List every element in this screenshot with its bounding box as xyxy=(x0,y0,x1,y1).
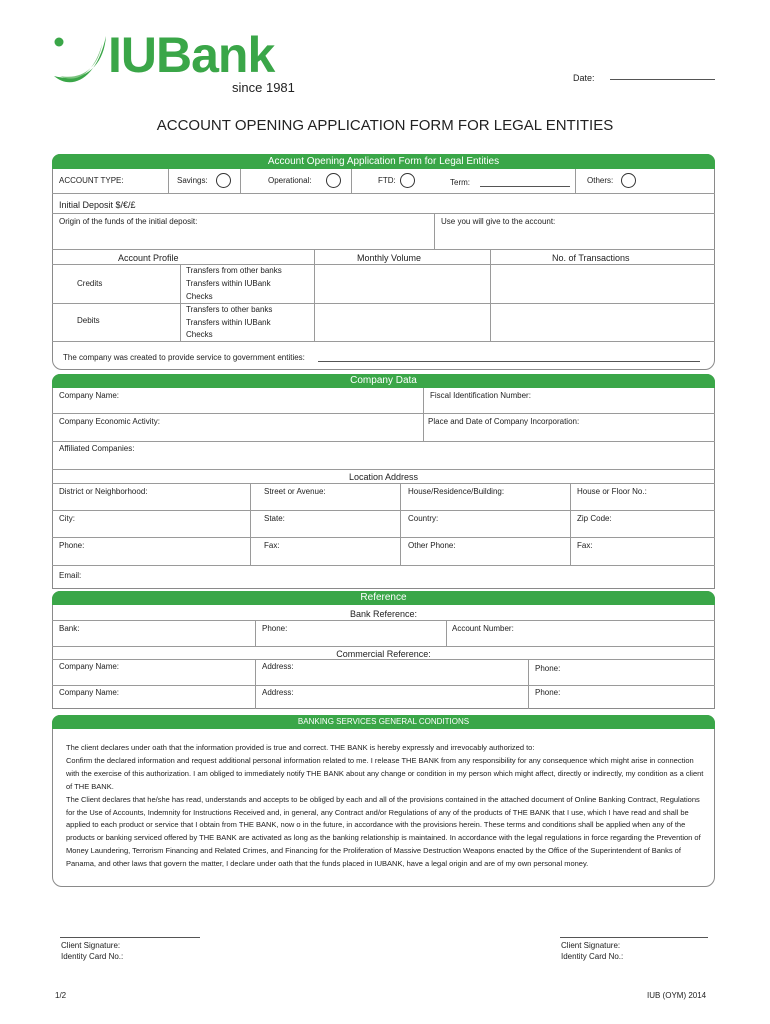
account-profile-header: Account Profile xyxy=(118,253,179,263)
operational-checkbox[interactable] xyxy=(326,173,341,188)
commercial-address-label: Address: xyxy=(262,662,294,671)
fax2-label: Fax: xyxy=(577,541,593,550)
street-label: Street or Avenue: xyxy=(264,487,326,496)
logo-text: IUBank xyxy=(108,27,275,83)
form-code: IUB (OYM) 2014 xyxy=(647,991,707,1000)
initial-deposit-label: Initial Deposit $/€/£ xyxy=(59,200,136,210)
credits-label: Credits xyxy=(77,279,103,288)
ftd-checkbox[interactable] xyxy=(400,173,415,188)
savings-label: Savings: xyxy=(177,176,208,185)
conditions-paragraph: The client declares under oath that the information provided is true and correct. THE BANK is hereby expressly and irrevocably authorized to: xyxy=(66,743,535,752)
commercial-company-label: Company Name: xyxy=(59,688,120,697)
account-type-label: ACCOUNT TYPE: xyxy=(59,176,124,185)
district-label: District or Neighborhood: xyxy=(59,487,148,496)
conditions-text xyxy=(66,742,706,871)
credit-item: Transfers within IUBank xyxy=(186,279,271,288)
page-number: 1/2 xyxy=(55,991,67,1000)
commercial-address-label: Address: xyxy=(262,688,294,697)
left-signature-label: Client Signature: xyxy=(61,941,121,950)
left-signature-line[interactable] xyxy=(60,937,200,938)
savings-checkbox[interactable] xyxy=(216,173,231,188)
credit-item: Transfers from other banks xyxy=(186,266,282,275)
monthly-volume-header: Monthly Volume xyxy=(357,253,422,263)
floor-label: House or Floor No.: xyxy=(577,487,647,496)
email-label: Email: xyxy=(59,571,82,580)
reference-title: Reference xyxy=(52,591,715,605)
debits-label: Debits xyxy=(77,316,100,325)
term-field[interactable] xyxy=(480,186,570,187)
city-label: City: xyxy=(59,514,75,523)
term-label: Term: xyxy=(450,178,470,187)
state-label: State: xyxy=(264,514,285,523)
incorporation-label: Place and Date of Company Incorporation: xyxy=(428,417,580,426)
logo xyxy=(50,27,295,96)
phone-label: Phone: xyxy=(59,541,85,550)
company-data-title: Company Data xyxy=(52,374,715,388)
account-number-label: Account Number: xyxy=(452,624,514,633)
origin-funds-label: Origin of the funds of the initial deposit: xyxy=(59,217,198,226)
debit-item: Transfers to other banks xyxy=(186,305,273,314)
debit-item: Transfers within IUBank xyxy=(186,318,271,327)
location-address-title: Location Address xyxy=(348,472,419,482)
company-name-label: Company Name: xyxy=(59,391,120,400)
commercial-reference-title: Commercial Reference: xyxy=(336,649,431,659)
left-id-label: Identity Card No.: xyxy=(61,952,124,961)
right-id-label: Identity Card No.: xyxy=(561,952,624,961)
conditions-title: BANKING SERVICES GENERAL CONDITIONS xyxy=(52,715,715,729)
bank-reference-title: Bank Reference: xyxy=(349,609,418,619)
government-entities-field[interactable] xyxy=(318,361,700,362)
right-signature-label: Client Signature: xyxy=(561,941,621,950)
transactions-header: No. of Transactions xyxy=(552,253,630,263)
fax-label: Fax: xyxy=(264,541,280,550)
country-label: Country: xyxy=(408,514,439,523)
conditions-paragraph: The Client declares that he/she has read, understands and accepts to be obliged by each and all of the provisions contained in the attached document of Online Banking Contract, Regulations for the Use of Accounts, Indemnity for Instructions Received and, in general, any Contract and/or Regulations of any of the products of THE BANK that I use, which I have read and shall be applied to each product or service that I obtain from THE BANK, now o in the future, in accordance with the provisions herein. These terms and conditions shall be applied when any of the products or banking serviced offered by THE BANK are activated as long as the banking relationship is maintained. In accordance with the legal regulations in force regarding the Prevention of Money Laundering, Terrorism Financing and Related Crimes, and Financing for the Proliferation of Massive Destruction Weapons enacted by the Office of the Superintendent of Banks of Panama, and other laws that govern the matter, I declare under oath that the funds placed in IUBANK, have a legal origin and are of my own personal money. xyxy=(66,794,701,869)
logo-swoosh-icon xyxy=(50,32,110,88)
account-use-label: Use you will give to the account: xyxy=(441,217,556,226)
fiscal-id-label: Fiscal Identification Number: xyxy=(430,391,531,400)
commercial-phone-label: Phone: xyxy=(535,664,561,673)
commercial-phone-label: Phone: xyxy=(535,688,561,697)
others-checkbox[interactable] xyxy=(621,173,636,188)
house-label: House/Residence/Building: xyxy=(408,487,505,496)
debit-item: Checks xyxy=(186,330,213,339)
operational-label: Operational: xyxy=(268,176,312,185)
bank-label: Bank: xyxy=(59,624,80,633)
government-entities-label: The company was created to provide service to government entities: xyxy=(63,353,305,362)
affiliated-companies-label: Affiliated Companies: xyxy=(59,444,135,453)
logo-since: since 1981 xyxy=(232,80,295,95)
other-phone-label: Other Phone: xyxy=(408,541,456,550)
ftd-label: FTD: xyxy=(378,176,396,185)
section-account-opening-title: Account Opening Application Form for Legal Entities xyxy=(52,154,715,169)
economic-activity-label: Company Economic Activity: xyxy=(59,417,160,426)
date-field[interactable] xyxy=(610,79,715,80)
commercial-company-label: Company Name: xyxy=(59,662,120,671)
conditions-paragraph: Confirm the declared information and request additional personal information related to me. I release THE BANK from any responsibility for any consequence which might arise in connection with the exercise of this authorization. I am obliged to immediately notify THE BANK about any change or condition in my person which might affect, directly or indirectly, my condition as a client of THE BANK. xyxy=(66,755,704,791)
date-label: Date: xyxy=(573,73,595,83)
credit-item: Checks xyxy=(186,292,213,301)
right-signature-line[interactable] xyxy=(560,937,708,938)
zip-label: Zip Code: xyxy=(577,514,612,523)
others-label: Others: xyxy=(587,176,614,185)
bank-phone-label: Phone: xyxy=(262,624,288,633)
page-title: ACCOUNT OPENING APPLICATION FORM FOR LEGAL ENTITIES xyxy=(156,117,614,134)
